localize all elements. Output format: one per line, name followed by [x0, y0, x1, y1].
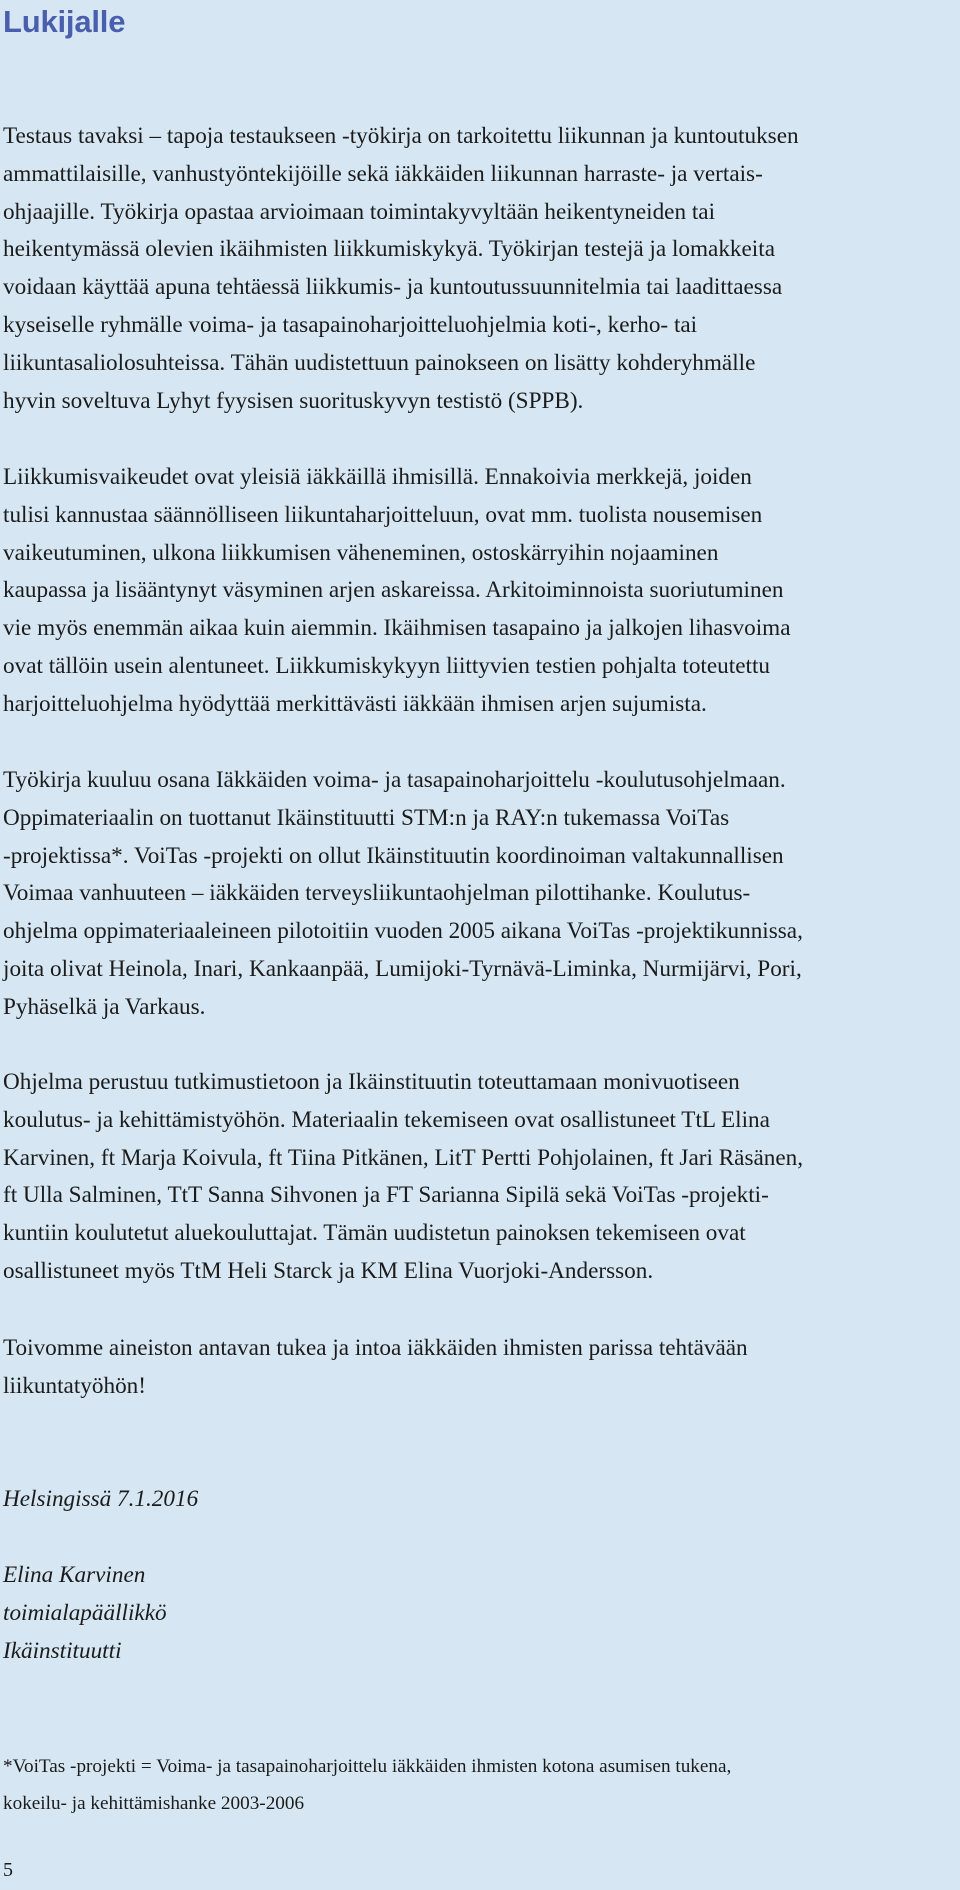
text-line: Testaus tavaksi – tapoja testaukseen -työkirja on tarkoitettu liikunnan ja kuntoutuksen [3, 123, 799, 149]
text-line: kuntiin koulutetut aluekouluttajat. Tämän uudistetun painoksen tekemiseen ovat [3, 1220, 746, 1247]
text-line: tulisi kannustaa säännölliseen liikuntaharjoitteluun, ovat mm. tuolista nousemisen [3, 501, 763, 528]
signer-role: toimialapäällikkö [3, 1599, 167, 1626]
text-line: harjoitteluohjelma hyödyttää merkittävästi iäkkään ihmisen arjen sujumista. [3, 690, 707, 717]
text-line: -projektissa*. VoiTas -projekti on ollut Ikäinstituutin koordinoiman valtakunnallisen [3, 842, 784, 869]
text-line: voidaan käyttää apuna tehtäessä liikkumis- ja kuntoutussuunnitelmia tai laadittaessa [3, 274, 783, 301]
place-date-text: Helsingissä 7.1.2016 [3, 1486, 199, 1512]
text-line: Toivomme aineiston antavan tukea ja intoa iäkkäiden ihmisten parissa tehtävään [3, 1335, 748, 1361]
paragraph-closing [3, 1330, 748, 1406]
page-title: Lukijalle [3, 4, 126, 39]
text-line: Pyhäselkä ja Varkaus. [3, 993, 206, 1020]
text-line: Työkirja kuuluu osana Iäkkäiden voima- ja tasapainoharjoittelu -koulutusohjelmaan. [3, 767, 786, 793]
text-line: hyvin soveltuva Lyhyt fyysisen suorituskyvyn testistö (SPPB). [3, 387, 584, 414]
text-line: Ohjelma perustuu tutkimustietoon ja Ikäinstituutin toteuttamaan monivuotiseen [3, 1069, 740, 1095]
signature-block [3, 1557, 167, 1670]
signer-name: Elina Karvinen [3, 1562, 146, 1588]
footnote [3, 1748, 731, 1822]
text-line: kaupassa ja lisääntynyt väsyminen arjen askareissa. Arkitoiminnoista suoriutuminen [3, 577, 784, 604]
text-line: liikuntatyöhön! [3, 1372, 146, 1399]
page-number: 5 [3, 1859, 13, 1881]
text-line: joita olivat Heinola, Inari, Kankaanpää, Lumijoki-Tyrnävä-Liminka, Nurmijärvi, Pori, [3, 955, 802, 982]
text-line: Voimaa vanhuuteen – iäkkäiden terveysliikuntaohjelman pilottihanke. Koulutus- [3, 880, 751, 907]
text-line: heikentymässä olevien ikäihmisten liikkumiskykyä. Työkirjan testejä ja lomakkeita [3, 236, 775, 263]
paragraph-mobility [3, 459, 791, 724]
signer-organization: Ikäinstituutti [3, 1637, 122, 1664]
text-line: koulutus- ja kehittämistyöhön. Materiaalin tekemiseen ovat osallistuneet TtL Elina [3, 1106, 770, 1133]
text-line: ohjelma oppimateriaaleineen pilotoitiin vuoden 2005 aikana VoiTas -projektikunnissa, [3, 918, 803, 945]
text-line: ovat tällöin usein alentuneet. Liikkumiskykyyn liittyvien testien pohjalta toteutettu [3, 652, 770, 679]
text-line: ammattilaisille, vanhustyöntekijöille sekä iäkkäiden liikunnan harraste- ja vertais- [3, 160, 763, 187]
text-line: ft Ulla Salminen, TtT Sanna Sihvonen ja FT Sarianna Sipilä sekä VoiTas -projekti- [3, 1182, 769, 1209]
text-line: liikuntasaliolosuhteissa. Tähän uudistettuun painokseen on lisätty kohderyhmälle [3, 349, 756, 376]
paragraph-contributors [3, 1064, 803, 1291]
text-line: ohjaajille. Työkirja opastaa arvioimaan toimintakyvyltään heikentyneiden tai [3, 198, 716, 225]
text-line: vaikeutuminen, ulkona liikkumisen väheneminen, ostoskärryihin nojaaminen [3, 539, 719, 566]
place-date [3, 1481, 198, 1519]
text-line: vie myös enemmän aikaa kuin aiemmin. Ikäihmisen tasapaino ja jalkojen lihasvoima [3, 615, 791, 642]
text-line: Liikkumisvaikeudet ovat yleisiä iäkkäillä ihmisillä. Ennakoivia merkkejä, joiden [3, 464, 752, 490]
text-line: Karvinen, ft Marja Koivula, ft Tiina Pitkänen, LitT Pertti Pohjolainen, ft Jari Räsänen, [3, 1144, 804, 1171]
footnote-line: kokeilu- ja kehittämishanke 2003-2006 [3, 1793, 305, 1814]
text-line: kyseiselle ryhmälle voima- ja tasapainoharjoitteluohjelmia koti-, kerho- tai [3, 311, 698, 338]
footnote-line: *VoiTas -projekti = Voima- ja tasapainoharjoittelu iäkkäiden ihmisten kotona asumisen tukena, [3, 1756, 732, 1777]
text-line: osallistuneet myös TtM Heli Starck ja KM Elina Vuorjoki-Andersson. [3, 1257, 654, 1284]
paragraph-intro [3, 118, 799, 420]
paragraph-program [3, 762, 803, 1027]
text-line: Oppimateriaalin on tuottanut Ikäinstituutti STM:n ja RAY:n tukemassa VoiTas [3, 804, 730, 831]
